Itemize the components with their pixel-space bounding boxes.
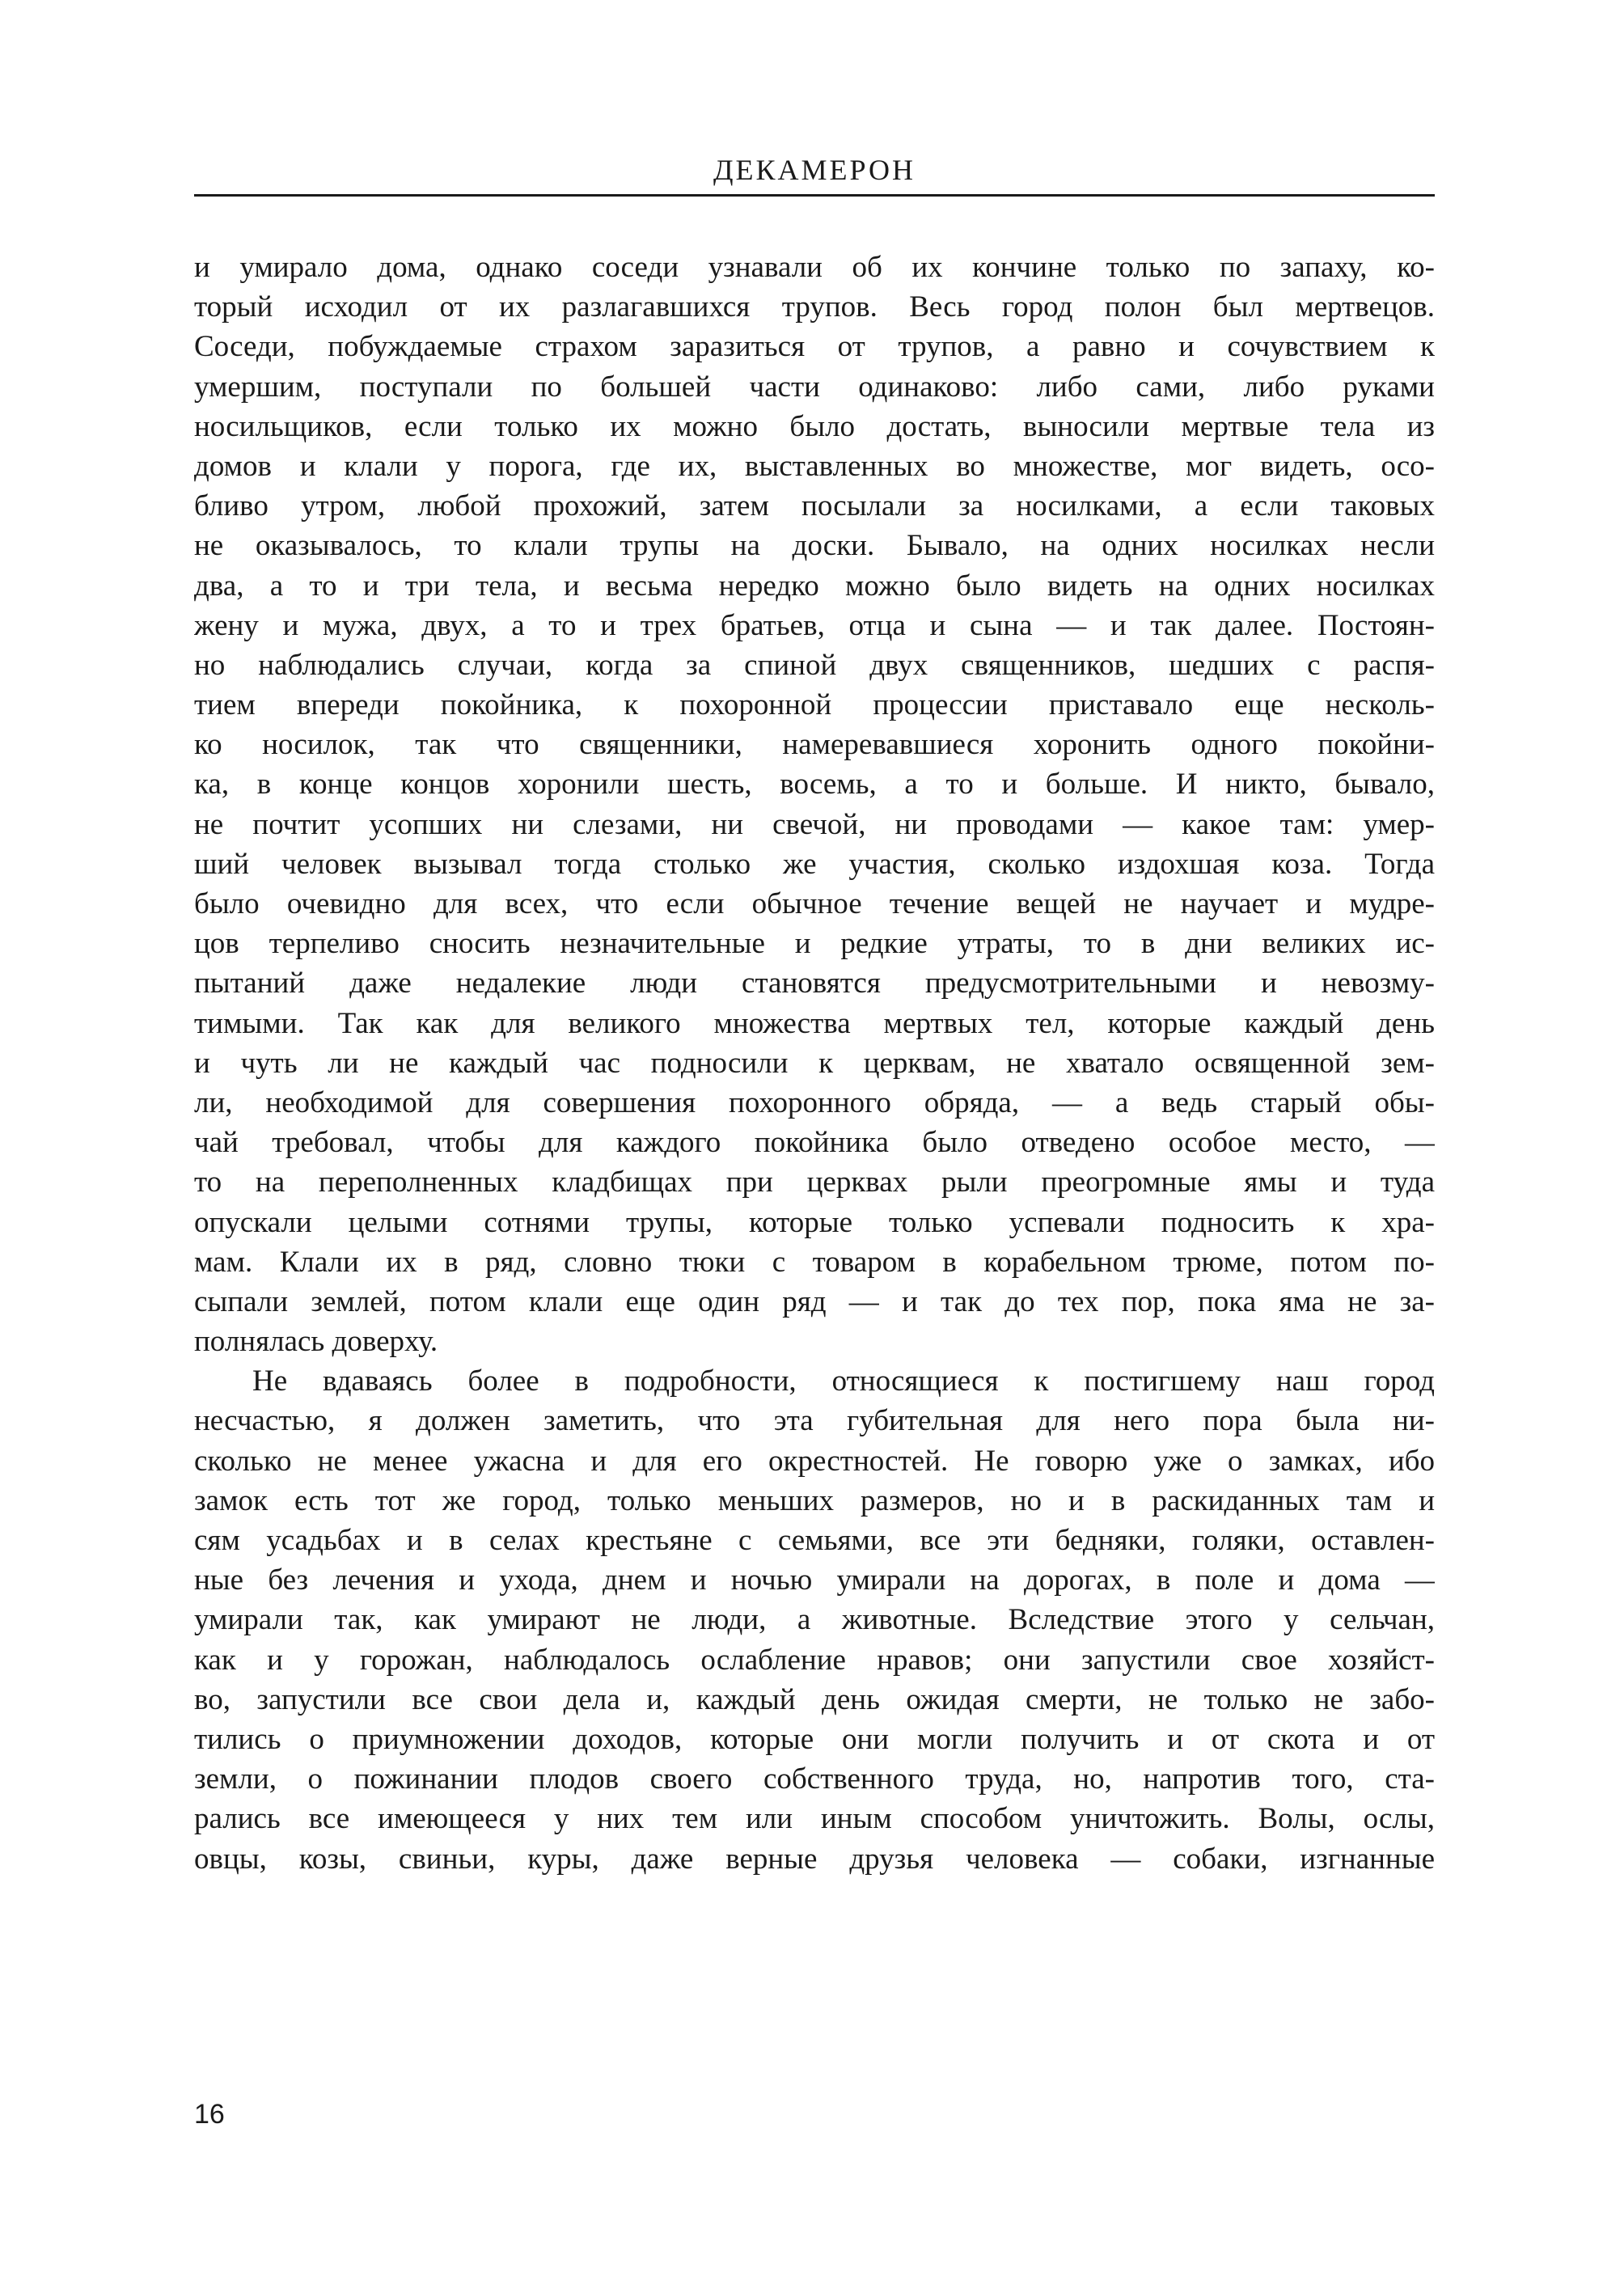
text-line: мам. Клали их в ряд, словно тюки с товаром в корабельном трюме, потом по-: [194, 1245, 1435, 1279]
text-line: ший человек вызывал тогда столько же участия, сколько издохшая коза. Тогда: [194, 847, 1435, 881]
text-line: рались все имеющееся у них тем или иным способом уничтожить. Волы, ослы,: [194, 1802, 1435, 1836]
text-line: сколько не менее ужасна и для его окрестностей. Не говорю уже о замках, ибо: [194, 1444, 1435, 1478]
text-line: во, запустили все свои дела и, каждый день ожидая смерти, не только не забо-: [194, 1682, 1435, 1716]
text-line: два, а то и три тела, и весьма нередко можно было видеть на одних носилках: [194, 569, 1435, 603]
text-line: несчастью, я должен заметить, что эта губительная для него пора была ни-: [194, 1404, 1435, 1438]
text-line: пытаний даже недалекие люди становятся предусмотрительными и невозму-: [194, 967, 1435, 1001]
text-line: ные без лечения и ухода, днем и ночью умирали на дорогах, в поле и дома —: [194, 1563, 1435, 1597]
text-line: умершим, поступали по большей части одинаково: либо сами, либо руками: [194, 370, 1435, 404]
text-line: не оказывалось, то клали трупы на доски. Бывало, на одних носилках несли: [194, 529, 1435, 563]
text-line: чай требовал, чтобы для каждого покойника было отведено особое место, —: [194, 1126, 1435, 1160]
text-line: ка, в конце концов хоронили шесть, восемь, а то и больше. И никто, бывало,: [194, 768, 1435, 802]
text-line: но наблюдались случаи, когда за спиной двух священников, шедших с распя-: [194, 648, 1435, 682]
text-line: носильщиков, если только их можно было достать, выносили мертвые тела из: [194, 409, 1435, 443]
running-header: ДЕКАМЕРОН: [713, 154, 916, 186]
text-line: жену и мужа, двух, а то и трех братьев, отца и сына — и так далее. Постоян-: [194, 608, 1435, 642]
body-text: [194, 247, 1435, 1879]
text-line: ли, необходимой для совершения похоронного обряда, — а ведь старый обы-: [194, 1085, 1435, 1119]
text-line: и чуть ли не каждый час подносили к церквам, не хватало освященной зем-: [194, 1046, 1435, 1080]
text-line: ко носилок, так что священники, намеревавшиеся хоронить одного покойни-: [194, 728, 1435, 762]
text-line: и умирало дома, однако соседи узнавали об их кончине только по запаху, ко-: [194, 251, 1435, 284]
text-line: сям усадьбах и в селах крестьяне с семьями, все эти бедняки, голяки, оставлен-: [194, 1524, 1435, 1557]
paragraph-last-line: полнялась доверху.: [194, 1325, 438, 1359]
text-line: сыпали землей, потом клали еще один ряд — и так до тех пор, пока яма не за-: [194, 1284, 1435, 1318]
header-rule: [194, 194, 1435, 197]
text-line: было очевидно для всех, что если обычное течение вещей не научает и мудре-: [194, 887, 1435, 920]
text-line: домов и клали у порога, где их, выставленных во множестве, мог видеть, осо-: [194, 449, 1435, 483]
text-line: замок есть тот же город, только меньших размеров, но и в раскиданных там и: [194, 1483, 1435, 1517]
text-line: цов терпеливо сносить незначительные и редкие утраты, то в дни великих ис-: [194, 927, 1435, 961]
text-line: тием впереди покойника, к похоронной процессии приставало еще несколь-: [194, 688, 1435, 722]
text-line: не почтит усопших ни слезами, ни свечой, ни проводами — какое там: умер-: [194, 807, 1435, 841]
text-line: тимыми. Так как для великого множества мертвых тел, которые каждый день: [194, 1006, 1435, 1040]
text-line: как и у горожан, наблюдалось ослабление нравов; они запустили свое хозяйст-: [194, 1643, 1435, 1677]
paragraph-first-line: Не вдаваясь более в подробности, относящиеся к постигшему наш город: [252, 1364, 1435, 1398]
text-line: торый исходил от их разлагавшихся трупов. Весь город полон был мертвецов.: [194, 290, 1435, 324]
text-line: опускали целыми сотнями трупы, которые только успевали подносить к хра-: [194, 1205, 1435, 1239]
text-line: Соседи, побуждаемые страхом заразиться от трупов, а равно и сочувствием к: [194, 330, 1435, 364]
text-line: овцы, козы, свиньи, куры, даже верные друзья человека — собаки, изгнанные: [194, 1842, 1435, 1876]
page-number: 16: [194, 2099, 225, 2130]
text-line: то на переполненных кладбищах при церквах рыли преогромные ямы и туда: [194, 1166, 1435, 1199]
text-line: умирали так, как умирают не люди, а животные. Вследствие этого у сельчан,: [194, 1603, 1435, 1637]
text-line: земли, о пожинании плодов своего собственного труда, но, напротив того, ста-: [194, 1762, 1435, 1796]
text-line: бливо утром, любой прохожий, затем посылали за носилками, а если таковых: [194, 489, 1435, 523]
text-line: тились о приумножении доходов, которые они могли получить и от скота и от: [194, 1722, 1435, 1756]
